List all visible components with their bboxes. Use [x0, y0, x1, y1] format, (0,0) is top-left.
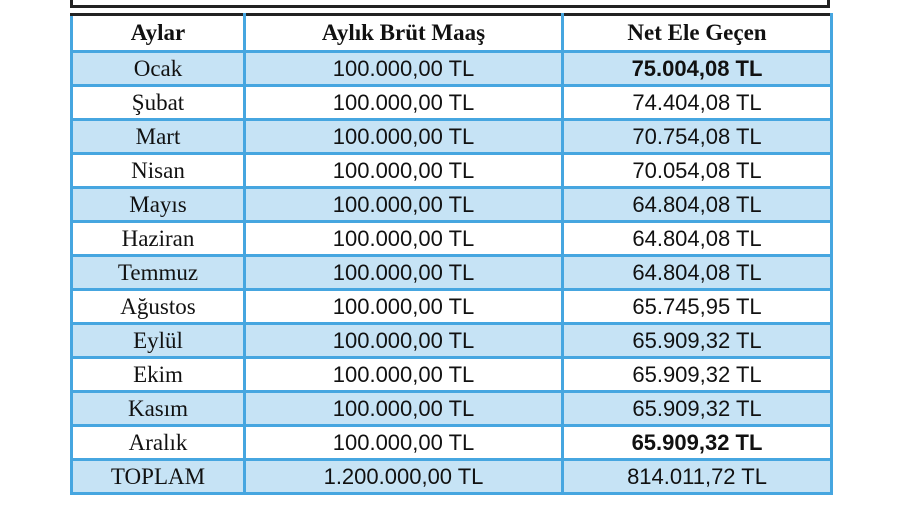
net-cell: 70.054,08 TL: [563, 154, 832, 188]
table-row: [72, 324, 832, 358]
total-net-cell: 814.011,72 TL: [563, 460, 832, 494]
gross-cell: 100.000,00 TL: [245, 426, 563, 460]
table-row: [72, 120, 832, 154]
month-cell: Nisan: [72, 154, 245, 188]
table-row: [72, 392, 832, 426]
table-title: [70, 0, 830, 8]
header-gross-salary: Aylık Brüt Maaş: [245, 15, 563, 52]
month-cell: Eylül: [72, 324, 245, 358]
net-cell: 65.909,32 TL: [563, 324, 832, 358]
net-cell: 75.004,08 TL: [563, 52, 832, 86]
month-cell: Mart: [72, 120, 245, 154]
gross-cell: 100.000,00 TL: [245, 358, 563, 392]
table-row: [72, 154, 832, 188]
gross-cell: 100.000,00 TL: [245, 290, 563, 324]
gross-cell: 100.000,00 TL: [245, 222, 563, 256]
header-row: [72, 15, 832, 52]
net-cell: 70.754,08 TL: [563, 120, 832, 154]
table-row: [72, 52, 832, 86]
net-cell: 64.804,08 TL: [563, 222, 832, 256]
table-row: [72, 86, 832, 120]
total-gross-cell: 1.200.000,00 TL: [245, 460, 563, 494]
total-row: [72, 460, 832, 494]
table-row: [72, 188, 832, 222]
month-cell: Aralık: [72, 426, 245, 460]
month-cell: Ekim: [72, 358, 245, 392]
net-cell: 74.404,08 TL: [563, 86, 832, 120]
table-row: [72, 290, 832, 324]
net-cell: 64.804,08 TL: [563, 188, 832, 222]
net-cell: 65.909,32 TL: [563, 358, 832, 392]
table-row: [72, 256, 832, 290]
total-label-cell: TOPLAM: [72, 460, 245, 494]
table-row: [72, 358, 832, 392]
net-cell: 65.909,32 TL: [563, 426, 832, 460]
month-cell: Ocak: [72, 52, 245, 86]
header-months: Aylar: [72, 15, 245, 52]
month-cell: Şubat: [72, 86, 245, 120]
gross-cell: 100.000,00 TL: [245, 188, 563, 222]
gross-cell: 100.000,00 TL: [245, 324, 563, 358]
table-row: [72, 222, 832, 256]
header-net-salary: Net Ele Geçen: [563, 15, 832, 52]
gross-cell: 100.000,00 TL: [245, 256, 563, 290]
gross-cell: 100.000,00 TL: [245, 154, 563, 188]
gross-cell: 100.000,00 TL: [245, 86, 563, 120]
net-cell: 65.909,32 TL: [563, 392, 832, 426]
net-cell: 64.804,08 TL: [563, 256, 832, 290]
month-cell: Mayıs: [72, 188, 245, 222]
month-cell: Haziran: [72, 222, 245, 256]
month-cell: Kasım: [72, 392, 245, 426]
gross-cell: 100.000,00 TL: [245, 120, 563, 154]
month-cell: Ağustos: [72, 290, 245, 324]
month-cell: Temmuz: [72, 256, 245, 290]
gross-cell: 100.000,00 TL: [245, 392, 563, 426]
net-cell: 65.745,95 TL: [563, 290, 832, 324]
salary-table: [70, 13, 833, 495]
table-row: [72, 426, 832, 460]
gross-cell: 100.000,00 TL: [245, 52, 563, 86]
